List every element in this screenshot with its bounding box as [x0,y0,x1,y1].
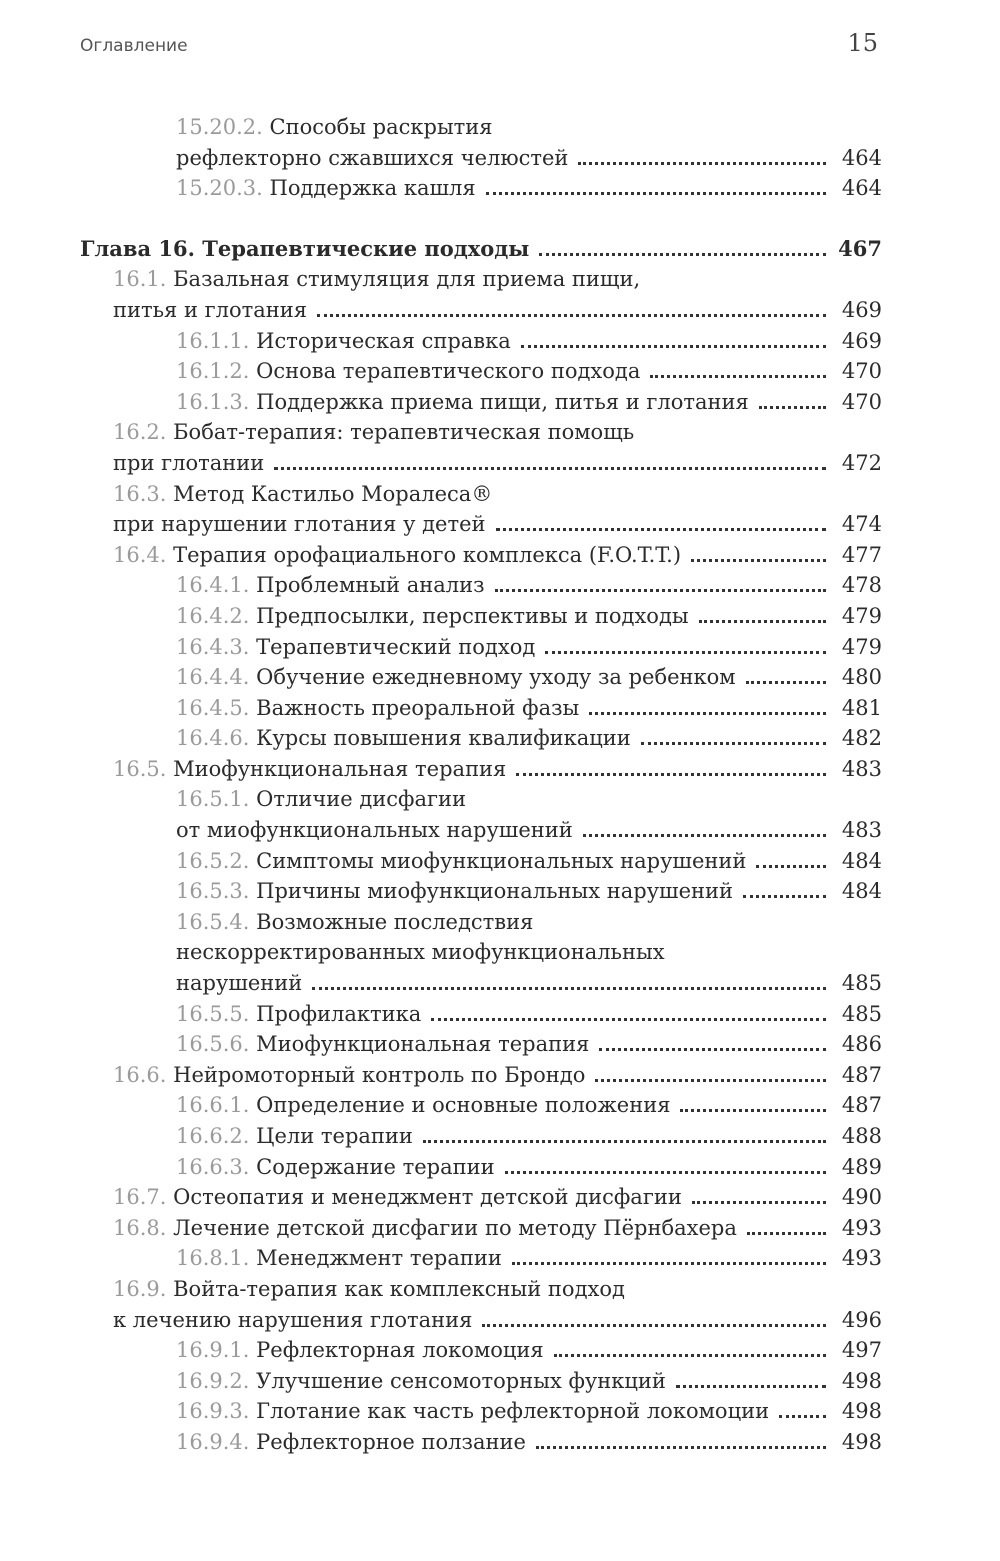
toc-entry[interactable] [0,754,1000,785]
toc-entry[interactable] [0,264,1000,295]
toc-entry-title: нескорректированных миофункциональных [176,940,665,965]
toc-entry[interactable] [0,815,1000,846]
toc-entry-number: 16.5.2. [176,848,250,873]
toc-entry-label [113,482,492,506]
toc-page-number: 480 [841,665,882,690]
toc-entry[interactable] [0,907,1000,938]
toc-entry-title: Миофункциональная терапия [256,1032,590,1057]
toc-entry-number: 16.1.2. [176,359,250,384]
toc-entry-number: 16.5.4. [176,909,250,934]
toc-page-number: 493 [841,1215,882,1240]
dot-leader [578,143,826,165]
toc-entry-number: 16.6. [113,1062,167,1087]
toc-page-number: 489 [841,1154,882,1179]
toc-entry-title: рефлекторно сжавшихся челюстей [176,145,569,170]
toc-entry-number: 16.4.2. [176,603,250,628]
toc-entry[interactable] [0,876,1000,907]
toc-entry-number: 16.4.5. [176,695,250,720]
toc-entry[interactable] [0,1366,1000,1397]
toc-page-number: 488 [841,1124,882,1148]
dot-leader [512,1243,826,1265]
toc-entry-number: 16.5.3. [176,879,250,904]
toc-chapter-entry[interactable] [0,234,1000,265]
dot-leader [759,387,826,409]
toc-entry-label [176,879,733,903]
toc-entry-label [80,236,529,261]
toc-page-number: 487 [841,1093,882,1118]
dot-leader [486,173,826,195]
toc-entry-number: 16.4.4. [176,665,250,690]
toc-entry-label [176,910,533,934]
toc-page-number: 490 [841,1185,882,1210]
toc-entry-label [113,1216,737,1240]
toc-entry-label [113,1277,625,1301]
toc-entry-title: Менеджмент терапии [256,1246,502,1271]
toc-entry[interactable] [0,1060,1000,1091]
toc-entry-label [113,1185,682,1209]
dot-leader [482,1305,826,1327]
toc-entry-title: Причины миофункциональных нарушений [256,879,733,904]
toc-page-number: 477 [841,542,882,567]
toc-entry[interactable] [0,387,1000,418]
toc-entry[interactable] [0,143,1000,174]
dot-leader [680,1090,826,1112]
toc-entry-title: Обучение ежедневному уходу за ребенком [256,665,736,690]
toc-entry[interactable] [0,1213,1000,1244]
toc-entry-title: Остеопатия и менеджмент детской дисфагии [173,1185,682,1210]
toc-entry[interactable] [0,1396,1000,1427]
toc-entry[interactable] [0,448,1000,479]
toc-entry-label [176,1399,769,1423]
toc-entry-title: Улучшение сенсомоторных функций [256,1368,666,1393]
toc-entry[interactable] [0,662,1000,693]
toc-entry-label [176,1124,413,1148]
dot-leader [691,540,826,562]
toc-entry-title: Бобат-терапия: терапевтическая помощь [173,420,635,445]
toc-entry-label [176,115,493,139]
toc-entry-label [176,176,476,200]
toc-entry-label [113,757,506,781]
toc-entry-number: 16.8. [113,1215,167,1240]
toc-entry[interactable] [0,784,1000,815]
dot-leader [599,1029,826,1051]
dot-leader [676,1366,826,1388]
toc-entry[interactable] [0,295,1000,326]
toc-entry-number: 16.9.4. [176,1429,250,1454]
toc-entry-title: к лечению нарушения глотания [113,1307,473,1332]
toc-entry-label [113,298,307,322]
toc-entry-title: Важность преоральной фазы [256,695,580,720]
toc-entry[interactable] [0,723,1000,754]
toc-entry-number: 16.8.1. [176,1246,250,1271]
toc-entry-number: 16.6.3. [176,1154,250,1179]
toc-entry-number: 16.5.5. [176,1001,250,1026]
dot-leader [516,754,826,776]
toc-entry-label [176,1002,421,1026]
toc-entry-title: Симптомы миофункциональных нарушений [256,848,747,873]
toc-entry-label [113,451,264,475]
toc-entry[interactable] [0,356,1000,387]
toc-entry-number: 15.20.2. [176,115,263,139]
toc-entry-number: 15.20.3. [176,176,263,201]
dot-leader [505,1152,826,1174]
toc-entry-number: 16.6.1. [176,1093,250,1118]
table-of-contents [0,112,1000,1458]
toc-entry-title: Базальная стимуляция для приема пищи, [173,267,641,292]
dot-leader [699,601,826,623]
toc-page-number: 484 [841,879,882,904]
toc-page-number: 464 [841,176,882,201]
toc-entry-label [176,146,568,170]
toc-entry-title: от миофункциональных нарушений [176,818,573,843]
toc-entry-title: Нейромоторный контроль по Брондо [173,1062,586,1087]
toc-entry[interactable] [0,632,1000,663]
toc-entry-label [176,726,631,750]
toc-entry-title: при глотании [113,450,265,475]
toc-entry-label [113,1308,472,1332]
toc-page-number: 483 [841,756,882,781]
toc-entry-title: Поддержка кашля [269,176,476,201]
toc-entry-label [176,359,640,383]
toc-page-number: 472 [841,450,882,475]
toc-entry-label [176,604,689,628]
toc-entry-title: Отличие дисфагии [256,787,466,812]
toc-entry-title: Содержание терапии [256,1154,495,1179]
dot-leader [312,968,826,990]
toc-page-number: 498 [841,1429,882,1454]
toc-page-number: 496 [841,1307,882,1332]
dot-leader [743,876,826,898]
toc-entry[interactable] [0,1152,1000,1183]
dot-leader [641,723,826,745]
toc-entry-label [176,818,573,842]
toc-entry-title: Предпосылки, перспективы и подходы [256,603,689,628]
toc-entry-label [113,267,640,291]
toc-entry[interactable] [0,937,1000,968]
dot-leader [539,234,826,256]
toc-entry-number: 16.2. [113,420,167,445]
toc-page-number: 498 [841,1368,882,1393]
toc-entry-label [176,390,749,414]
toc-entry[interactable] [0,509,1000,540]
toc-entry-label [176,849,746,873]
toc-entry-title: Лечение детской дисфагии по методу Пёрнбахера [173,1215,737,1240]
toc-entry-label [176,1093,670,1117]
toc-entry-title: Войта-терапия как комплексный подход [173,1276,625,1301]
dot-leader [756,846,826,868]
toc-entry-label [176,665,736,689]
toc-entry-number: 16.7. [113,1185,167,1210]
toc-page-number: 487 [841,1062,882,1087]
toc-entry-number: 16.1.1. [176,328,250,353]
toc-entry-title: Историческая справка [256,328,511,353]
toc-entry-title: Проблемный анализ [256,573,485,598]
toc-entry-label [176,971,302,995]
toc-entry-title: Возможные последствия [256,909,534,934]
toc-entry[interactable] [0,1090,1000,1121]
running-title: Оглавление [80,36,188,56]
toc-entry-title: Профилактика [256,1001,422,1026]
toc-entry-number: 16.4.6. [176,726,250,751]
toc-page-number: 479 [841,603,882,628]
toc-entry-title: Глава 16. Терапевтические подходы [80,235,530,261]
toc-entry-title: Метод Кастильо Моралеса® [173,481,493,506]
toc-entry-title: Основа терапевтического подхода [256,359,641,384]
toc-page-number: 485 [841,1001,882,1026]
toc-entry[interactable] [0,173,1000,204]
toc-page-number: 493 [841,1246,882,1271]
toc-entry[interactable] [0,601,1000,632]
toc-entry-number: 16.4.1. [176,573,250,598]
toc-page-number: 483 [841,818,882,843]
toc-page-number: 469 [841,297,882,322]
toc-entry-number: 16.9.2. [176,1368,250,1393]
toc-entry[interactable] [0,417,1000,448]
toc-entry-number: 16.5.6. [176,1032,250,1057]
toc-entry-title: Определение и основные положения [256,1093,671,1118]
toc-entry-number: 16.6.2. [176,1124,250,1148]
toc-page-number: 479 [841,634,882,659]
toc-page-number: 497 [841,1338,882,1363]
toc-page-number: 485 [841,971,882,996]
dot-leader [423,1121,826,1143]
toc-entry-label [176,1430,526,1454]
toc-entry[interactable] [0,1274,1000,1305]
dot-leader [317,295,826,317]
toc-page-number: 478 [841,573,882,598]
toc-entry-number: 16.5.1. [176,787,250,812]
toc-page-number: 464 [841,145,882,170]
toc-entry[interactable] [0,1243,1000,1274]
toc-entry-label [113,543,681,567]
toc-entry-title: Цели терапии [256,1124,413,1148]
toc-entry-number: 16.1.3. [176,389,250,414]
toc-entry-number: 16.1. [113,267,167,292]
toc-entry-number: 16.9.1. [176,1338,250,1363]
toc-entry-title: Терапия орофациального комплекса (F.O.T.T.) [173,542,682,567]
toc-entry[interactable] [0,1029,1000,1060]
dot-leader [431,999,826,1021]
toc-entry-number: 16.9.3. [176,1399,250,1424]
toc-entry[interactable] [0,570,1000,601]
toc-entry[interactable] [0,968,1000,999]
toc-entry-title: Рефлекторная локомоция [256,1338,544,1363]
toc-entry-number: 16.4. [113,542,167,567]
dot-leader [554,1335,826,1357]
toc-entry-label [113,1063,585,1087]
toc-entry-title: Миофункциональная терапия [173,756,507,781]
dot-leader [747,1213,826,1235]
toc-page-number: 498 [841,1399,882,1424]
toc-entry[interactable] [0,1182,1000,1213]
toc-entry[interactable] [0,999,1000,1030]
toc-page-number: 484 [841,848,882,873]
dot-leader [595,1060,826,1082]
toc-entry-label [176,787,466,811]
toc-entry[interactable] [0,1427,1000,1458]
toc-entry[interactable] [0,112,1000,143]
dot-leader [536,1427,826,1449]
toc-entry-number: 16.9. [113,1276,167,1301]
toc-page-number: 474 [841,512,882,537]
toc-entry-number: 16.5. [113,756,167,781]
toc-entry-title: Курсы повышения квалификации [256,726,631,751]
toc-entry-number: 16.4.3. [176,634,250,659]
toc-entry[interactable] [0,1335,1000,1366]
toc-entry-label [176,573,485,597]
toc-page-number: 469 [841,328,882,353]
toc-entry-title: Глотание как часть рефлекторной локомоции [256,1399,770,1424]
dot-leader [692,1182,826,1204]
toc-entry-label [176,940,665,964]
dot-leader [496,509,826,531]
toc-entry-title: при нарушении глотания у детей [113,512,486,537]
dot-leader [545,632,826,654]
toc-entry-label [176,1246,502,1270]
toc-entry[interactable] [0,693,1000,724]
toc-entry-label [176,1338,544,1362]
toc-entry[interactable] [0,846,1000,877]
toc-entry-label [176,635,535,659]
toc-entry-label [176,1155,495,1179]
dot-leader [650,356,826,378]
toc-page-number: 470 [841,389,882,414]
toc-entry-label [176,696,579,720]
dot-leader [521,326,826,348]
toc-entry-label [113,420,634,444]
toc-page-number: 486 [841,1032,882,1057]
toc-entry[interactable] [0,479,1000,510]
page-number: 15 [847,29,878,57]
dot-leader [274,448,826,470]
toc-page-number: 470 [841,359,882,384]
toc-entry[interactable] [0,326,1000,357]
toc-entry-label [176,329,511,353]
toc-entry-title: Рефлекторное ползание [256,1429,526,1454]
toc-page-number: 482 [841,726,882,751]
toc-entry[interactable] [0,540,1000,571]
dot-leader [589,693,826,715]
toc-entry-number: 16.3. [113,481,167,506]
toc-entry-title: Терапевтический подход [256,634,536,659]
toc-entry-label [176,1369,666,1393]
toc-entry-title: Способы раскрытия [269,115,493,139]
toc-entry[interactable] [0,1121,1000,1152]
toc-entry-title: питья и глотания [113,297,308,322]
dot-leader [495,570,826,592]
dot-leader [583,815,826,837]
toc-entry-title: нарушений [176,971,303,996]
toc-entry-title: Поддержка приема пищи, питья и глотания [256,389,749,414]
toc-entry[interactable] [0,1305,1000,1336]
dot-leader [746,662,826,684]
toc-entry-label [176,1032,589,1056]
toc-entry-label [113,512,486,536]
toc-page-number: 467 [838,235,882,261]
toc-page-number: 481 [841,695,882,720]
dot-leader [779,1396,826,1418]
